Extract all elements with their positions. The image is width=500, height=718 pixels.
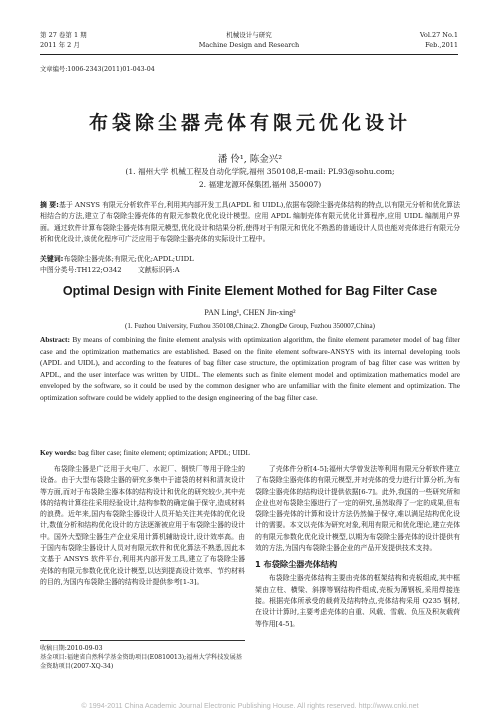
header-journal: 机械设计与研究 Machine Design and Research [198, 31, 300, 49]
body-column-right [255, 464, 460, 630]
chinese-title: 布袋除尘器壳体有限元优化设计 [88, 112, 411, 134]
clc-number: 中图分类号:TH122;O342 [40, 266, 122, 274]
english-keywords-label: Key words: [40, 448, 77, 457]
english-keywords-text: bag filter case; finite element; optimization; APDL; UIDL [78, 448, 250, 457]
english-abstract [40, 334, 460, 404]
document-code: 文献标识码:A [137, 266, 180, 274]
keywords-label: 关键词: [40, 255, 64, 263]
chinese-abstract [40, 200, 460, 246]
body-paragraph: 布袋除尘器壳体结构主要由壳体的框架结构和壳板组成,其中框架由立柱、横梁、斜撑等钢结构件组成,壳板为薄钢板,采用焊接连接。根据壳体所承受的载荷及结构特点,壳体结构采用 Q235 钢材,在设计计算时,主要考虑壳体的自重、风载、雪载、负压及积灰载荷等作用[4-5]。 [255, 574, 460, 628]
footnote [40, 640, 245, 671]
classification-line [40, 265, 460, 276]
abstract-text: 基于 ANSYS 有限元分析软件平台,利用其内部开发工具(APDL 和 UIDL),依据布袋除尘器壳体结构的特点,以有限元分析和优化算法相结合的方法,建立了布袋除尘器壳体的有限元参数化优化设计模型。应用 APDL 编制壳体有限元优化计算程序,应用 UIDL 编制用户界面。通过软件计算布袋除尘器壳体有限元模型,优化设计和结果分析,使得对于有限元和优化不熟悉的普通设计人员也能对壳体进行有限元分析和优化设计,该优化程序可广泛应用于布袋除尘器壳体的实际设计工程中。 [40, 201, 461, 244]
body-paragraph: 布袋除尘器是广泛用于火电厂、水泥厂、钢铁厂等用于除尘的设备。由于大型布袋除尘器的研究多集中于滤袋的材料和清灰设计等方面,而对于布袋除尘器本体的结构设计和优化的研究较少,其中壳体的结构计算往往采用经验设计,结构参数的确定偏于保守,造成材料的浪费。近年来,国内布袋除尘器设计人员开始关注其壳体的优化设计,数值分析和结构优化设计的方法逐渐被应用于布袋除尘器的设计中。国外大型除尘器生产企业采用计算机辅助设计,设计效率高。由于国内布袋除尘器设计人员对有限元软件和优化算法不熟悉,因此本文基于 ANSYS 软件平台,利用其内部开发工具,建立了布袋除尘器壳体的有限元参数化优化设计模型,以达到提高设计效率、节约材料的目的,为国内布袋除尘器的结构设计提供参考[1-3]。 [40, 465, 245, 586]
chinese-affiliations [60, 165, 460, 191]
chinese-authors: 潘 伶¹, 陈金兴² [217, 154, 283, 165]
keywords-text: 布袋除尘器壳体;有限元;优化;APDL;UIDL [63, 255, 194, 263]
body-paragraph: 了壳体件分析[4-5];福州大学曾发法等利用有限元分析软件建立了布袋除尘器壳体的有限元模型,并对壳体的受力进行计算分析,为布袋除尘器壳体的结构设计提供依据[6-7]。此外,我国的一些研究所和企业也对布袋除尘器进行了一定的研究,虽然取得了一定的成果,但布袋除尘器壳体的计算和设计方法仍然偏于保守,难以满足结构优化设计的需要。本文以壳体为研究对象,利用有限元和优化理论,建立壳体的有限元参数化优化设计模型,以期为布袋除尘器壳体的设计提供有效的方法,为国内布袋除尘器企业的产品开发提供技术支持。 [255, 465, 460, 553]
affiliation-line-1: (1. 福州大学 机械工程及自动化学院,福州 350108,E-mail: PL93@sohu.com; [125, 167, 395, 176]
abstract-label: 摘 要: [40, 201, 59, 209]
english-keywords [40, 447, 460, 458]
english-affiliations: (1. Fuzhou University, Fuzhou 350108,China;2. ZhongDe Group, Fuzhou 350007,China) [125, 322, 375, 330]
chinese-keywords [40, 254, 460, 265]
copyright-footer: © 1994-2011 China Academic Journal Electronic Publishing House. All rights reserved. http://www.cnki.net [81, 701, 419, 710]
english-abstract-label: Abstract: [40, 335, 70, 344]
body-column-left [40, 464, 245, 588]
section-heading: 1 布袋除尘器壳体结构 [255, 559, 338, 570]
footnote-received: 收稿日期:2010-09-03 [40, 645, 103, 652]
header-issue: 第 27 卷第 1 期 2011 年 2 月 [40, 31, 87, 49]
article-number: 文章编号:1006-2343(2011)01-043-04 [40, 66, 155, 73]
english-authors: PAN Ling¹, CHEN Jin-xing² [204, 308, 296, 317]
english-title: Optimal Design with Finite Element Mothed for Bag Filter Case [62, 284, 438, 298]
affiliation-line-2: 2. 福建龙源环保集团,福州 350007) [198, 180, 322, 189]
header-volume: Vol.27 No.1 Feb.,2011 [419, 31, 458, 49]
footnote-funding: 基金项目:福建省自然科学基金资助项目(E0810013);福州大学科技发展基金资助项目(2007-XQ-34) [40, 654, 242, 670]
english-abstract-text: By means of combining the finite element analysis with optimization algorithm, the finite element parameter model of bag filter case and the optimization mathematics are established. Based on the finite element software-ANSYS with its internal developing tools (APDL and UIDL), and according to the features of bag filter case structure, the optimization program of bag filter case was written by APDL, and the user interface was written by UIDL. The elements such as finite element model and optimization mathematics model are enveloped by the software, so it could be used by the common designer who are unfamiliar with the finite element and optimization. The optimization software could be widely applied to the design engineering of the bag filter case. [40, 335, 460, 402]
running-header [40, 30, 458, 55]
